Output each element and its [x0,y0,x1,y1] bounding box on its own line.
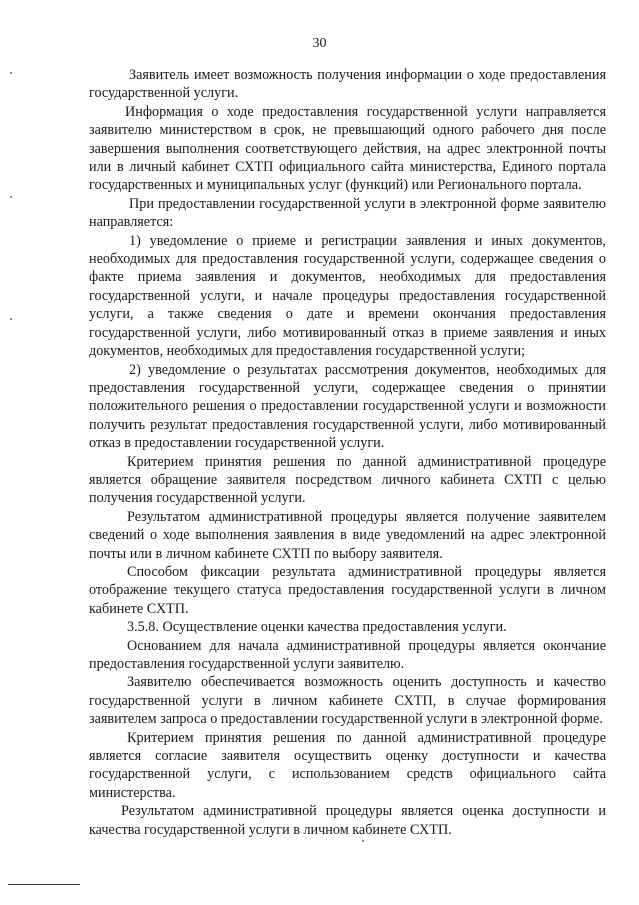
paragraph-procedure-result: Результатом административной процедуры является получение заявителем сведений о ходе выполнения заявления в виде уведомлений на адрес электронной почты или в личном кабинете СХТП по выбору заявителя. [89,508,606,562]
section-heading-3-5-8: 3.5.8. Осуществление оценки качества предоставления услуги. [127,619,507,636]
footnote-separator [8,884,80,885]
paragraph-decision-criterion: Критерием принятия решения по данной административной процедуре является обращение заявителя посредством личного кабинета СХТП с целью получения государственной услуги. [89,453,606,507]
paragraph-result-fixation: Способом фиксации результата административной процедуры является отображение текущего статуса предоставления государственной услуги в личном кабинете СХТП. [89,563,606,617]
paragraph-info-possibility: Заявитель имеет возможность получения информации о ходе предоставления государственной услуги. [89,67,606,102]
paragraph-info-delivery: Информация о ходе предоставления государственной услуги направляется заявителю министерством в срок, не превышающий одного рабочего дня после завершения выполнения соответствующего действия, на адрес электронной почты или в личный кабинет СХТП официального сайта министерства, Единого портала государственных и муниципальных услуг (функций) или Регионального портала. [89,103,606,194]
paragraph-procedure-basis: Основанием для начала административной процедуры является окончание предоставления государственной услуги заявителю. [89,637,606,672]
document-body [89,66,606,839]
paragraph-notification-2: 2) уведомление о результатах рассмотрения документов, необходимых для предоставления государственной услуги, содержащее сведения о принятии положительного решения о предоставлении государственной услуги и возможности получить результат предоставления государственной услуги, либо мотивированный отказ в предоставлении государственной услуги. [89,361,606,452]
scan-speck [10,196,12,198]
scan-speck [362,840,364,842]
paragraph-quality-result: Результатом административной процедуры является оценка доступности и качества государственной услуги в личном кабинете СХТП. [89,803,606,838]
scan-speck [10,318,12,320]
page-number: 30 [312,36,327,51]
paragraph-notification-1: 1) уведомление о приеме и регистрации заявления и иных документов, необходимых для предоставления государственной услуги, содержащее сведения о факте приема заявления и документов, необходимых для предоставления государственной услуги, и начале процедуры предоставления государственной услуги, а также сведения о дате и времени окончания предоставления государственной услуги, либо мотивированный отказ в приеме заявления и иных документов, необходимых для предоставления государственной услуги; [89,232,606,360]
paragraph-quality-assessment: Заявителю обеспечивается возможность оценить доступность и качество государственной услуги в личном кабинете СХТП, в случае формирования заявителем запроса о предоставлении государственной услуги в электронной форме. [89,674,606,728]
paragraph-electronic-form: При предоставлении государственной услуги в электронной форме заявителю направляется: [89,195,606,231]
paragraph-quality-criterion: Критерием принятия решения по данной административной процедуре является согласие заявителя осуществить оценку доступности и качества государственной услуги, с использованием средств официального сайта министерства. [89,729,606,801]
scan-speck [10,72,12,74]
